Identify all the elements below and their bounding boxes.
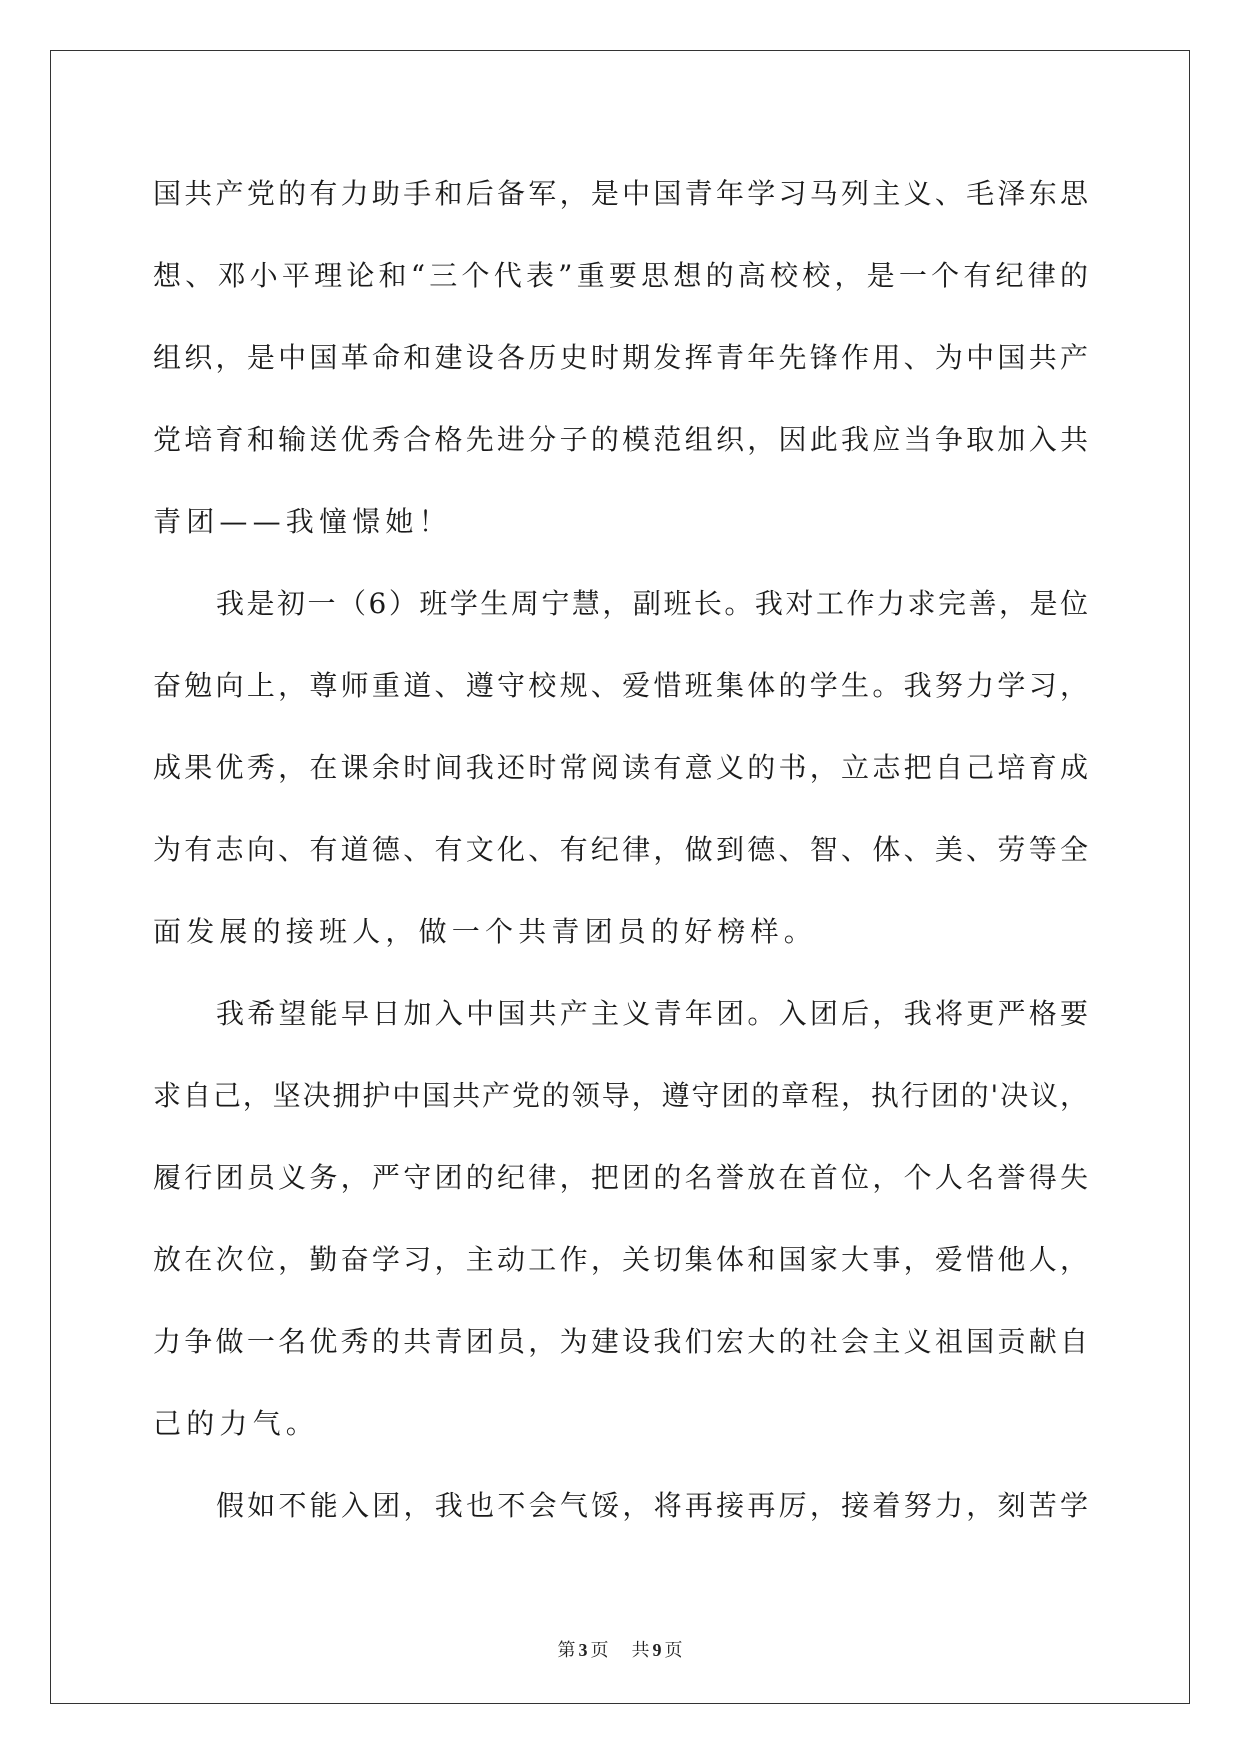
body-text-line: 己的力气。 — [153, 1407, 320, 1440]
body-text-line: 力争做一名优秀的共青团员，为建设我们宏大的社会主义祖国贡献自 — [153, 1325, 1088, 1358]
body-text-line: 放在次位，勤奋学习，主动工作，关切集体和国家大事，爱惜他人， — [153, 1243, 1088, 1276]
body-text-line: 我是初一（6）班学生周宁慧，副班长。我对工作力求完善，是位 — [216, 587, 1088, 620]
body-text-line: 组织，是中国革命和建设各历史时期发挥青年先锋作用、为中国共产 — [153, 341, 1088, 374]
body-text-line: 求自己，坚决拥护中国共产党的领导，遵守团的章程，执行团的'决议， — [153, 1079, 1088, 1112]
document-body — [153, 153, 1088, 1547]
page-suffix: 页 — [590, 1640, 610, 1661]
body-text-line: 奋勉向上，尊师重道、遵守校规、爱惜班集体的学生。我努力学习， — [153, 669, 1088, 702]
body-text-line: 国共产党的有力助手和后备军，是中国青年学习马列主义、毛泽东思 — [153, 177, 1088, 210]
body-text-line: 为有志向、有道德、有文化、有纪律，做到德、智、体、美、劳等全 — [153, 833, 1088, 866]
body-text-line: 面发展的接班人，做一个共青团员的好榜样。 — [153, 915, 818, 948]
total-prefix: 共 — [631, 1640, 651, 1661]
total-page-number: 9 — [652, 1640, 663, 1660]
body-text-line: 假如不能入团，我也不会气馁，将再接再厉，接着努力，刻苦学 — [216, 1489, 1088, 1522]
total-suffix: 页 — [664, 1640, 684, 1661]
body-text-line: 青团——我憧憬她！ — [153, 505, 452, 538]
body-text-line: 成果优秀，在课余时间我还时常阅读有意义的书，立志把自己培育成 — [153, 751, 1088, 784]
body-text-line: 履行团员义务，严守团的纪律，把团的名誉放在首位，个人名誉得失 — [153, 1161, 1088, 1194]
body-text-line: 我希望能早日加入中国共产主义青年团。入团后，我将更严格要 — [216, 997, 1088, 1030]
body-text-line: 党培育和输送优秀合格先进分子的模范组织，因此我应当争取加入共 — [153, 423, 1088, 456]
page-footer — [0, 1636, 1241, 1662]
body-text-line: 想、邓小平理论和“三个代表”重要思想的高校校，是一个有纪律的 — [153, 259, 1088, 292]
current-page-number: 3 — [578, 1640, 589, 1660]
page-prefix: 第 — [557, 1640, 577, 1661]
